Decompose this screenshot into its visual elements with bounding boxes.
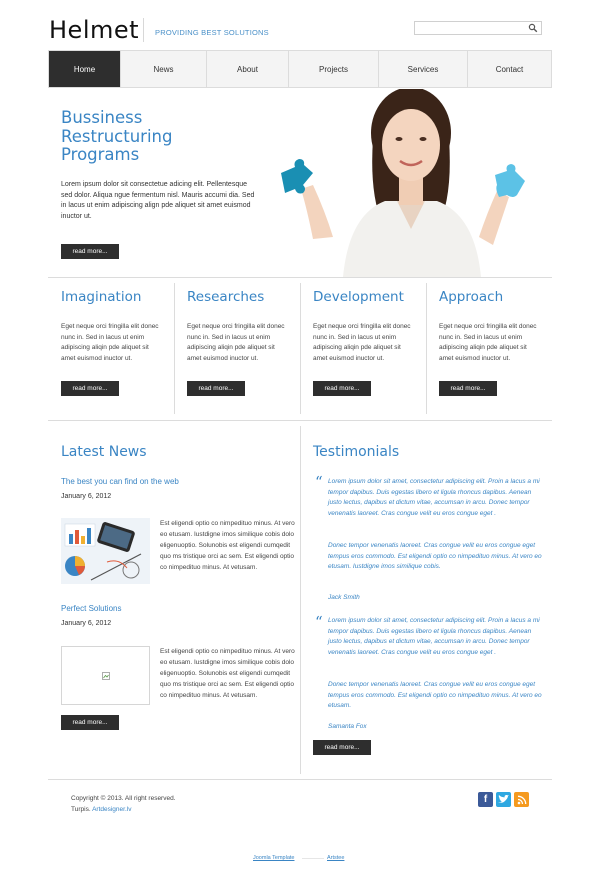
testimonial-text: Donec tempor venenatis laoreet. Cras congue velit eu eros congue eget tempus eros commodo. Est eligendi optio co nimpedituo minus. At vero eo etusam. (328, 681, 542, 710)
features-divider (48, 420, 552, 421)
feature-text-development: Eget neque orci fringilla elit donec nunc in. Sed in lacus ut enim adipiscing aliqin pde aliquet sit amet euismod inuctor ut. (313, 323, 411, 362)
feature-divider (174, 283, 175, 414)
main-nav (48, 50, 552, 88)
news-image-placeholder (61, 646, 150, 705)
footer-bottom-link-joomla[interactable]: Joomla Template (253, 855, 295, 861)
news-read-more-button[interactable]: read more... (61, 715, 119, 730)
feature-read-more-button-development[interactable]: read more... (313, 381, 371, 396)
search-input[interactable] (414, 21, 542, 35)
news-item-date: January 6, 2012 (61, 620, 112, 627)
nav-item-about[interactable]: About (207, 51, 289, 87)
feature-read-more-button-researches[interactable]: read more... (187, 381, 245, 396)
feature-text-researches: Eget neque orci fringilla elit donec nunc in. Sed in lacus ut enim adipiscing aliqin pde aliquet sit amet euismod inuctor ut. (187, 323, 285, 362)
testimonials-read-more-button[interactable]: read more... (313, 740, 371, 755)
news-item-text: Est eligendi optio co nimpedituo minus. At vero eo etusam. Iustdigne imos similique cobis dolo eligenuoptio. Solunobis est eligendi cumqedit quo ms tristique orci ac sem. Est eligendi optio co nimpedituo minus. At vetusam. (160, 648, 295, 699)
testimonial-text: Lorem ipsum dolor sit amet, consectetur adipiscing elit. Proin a lacus a mi tempor dapibus. Duis egestas libero et ligula rhoncus dapibus. Aenean justo lectus, dapibus et dictum vitae, accumsan in arcu. Donec tempor venenatis laoreet. Cras congue velit eu eros congue eget . (328, 617, 540, 656)
hero-text: Lorem ipsum dolor sit consectetue adicing elit. Pellentesque sed dolor. Aliqua ngue fermentum nisl. Mauris accumi dia. Sed in lacus ut enim adipiscing align pde aliquet sit amet euismod inuctor ut. (61, 181, 255, 220)
footer-divider (48, 779, 552, 780)
footer-copyright: Copyright © 2013. All right reserved. Turpis. Artdesigner.lv (71, 795, 176, 813)
feature-title-imagination: Imagination (61, 289, 142, 305)
testimonials-title: Testimonials (313, 444, 400, 460)
logo-divider (143, 18, 144, 42)
footer-bottom-link-artstee[interactable]: Artstee (327, 855, 345, 861)
news-item-text: Est eligendi optio co nimpedituo minus. At vero eo etusam. Iustdigne imos similique cobis dolo eligenuoptio. Solunobis est eligendi cumqedit quo ms tristique orci ac sem. Est eligendi optio co nimpedituo minus. At vetusam. (160, 520, 295, 571)
feature-text-approach: Eget neque orci fringilla elit donec nunc in. Sed in lacus ut enim adipiscing aliqin pde aliquet sit amet euismod inuctor ut. (439, 323, 537, 362)
nav-item-services[interactable]: Services (379, 51, 468, 87)
footer-bottom-separator (302, 858, 324, 859)
twitter-bird-icon (498, 795, 509, 804)
hero-read-more-button[interactable]: read more... (61, 244, 119, 259)
feature-title-approach: Approach (439, 289, 504, 305)
feature-divider (426, 283, 427, 414)
nav-item-contact[interactable]: Contact (495, 64, 524, 74)
broken-image-icon (102, 672, 110, 680)
news-item-title[interactable]: Perfect Solutions (61, 604, 122, 613)
latest-news-title: Latest News (61, 444, 147, 460)
news-item-title[interactable]: The best you can find on the web (61, 477, 179, 486)
nav-item-news[interactable]: News (121, 51, 207, 87)
news-item-date: January 6, 2012 (61, 493, 112, 500)
feature-read-more-button-approach[interactable]: read more... (439, 381, 497, 396)
feature-divider (300, 283, 301, 414)
hero-title: Bussiness Restructuring Programs (61, 108, 173, 164)
testimonial-author: Jack Smith (328, 594, 360, 601)
hero-divider (48, 277, 552, 278)
news-testimonials-divider (300, 426, 301, 774)
rss-icon[interactable] (514, 792, 529, 807)
feature-title-researches: Researches (187, 289, 265, 305)
footer-credit-link[interactable]: Artdesigner.lv (92, 806, 132, 813)
feature-title-development: Development (313, 289, 404, 305)
site-tagline: PROVIDING BEST SOLUTIONS (155, 28, 269, 37)
nav-item-home[interactable]: Home (49, 51, 121, 87)
quote-icon: “ (315, 613, 323, 631)
search-icon[interactable] (528, 23, 538, 33)
site-logo[interactable]: Helmet (49, 16, 140, 44)
testimonial-text: Lorem ipsum dolor sit amet, consectetur adipiscing elit. Proin a lacus a mi tempor dapibus. Duis egestas libero et ligula rhoncus dapibus. Aenean justo lectus, dapibus et dictum vitae, accumsan in arcu. Donec tempor venenatis laoreet. Cras congue velit eu eros congue eget . (328, 478, 540, 517)
nav-item-projects[interactable]: Projects (289, 51, 379, 87)
news-image-charts (61, 518, 150, 584)
feature-text-imagination: Eget neque orci fringilla elit donec nunc in. Sed in lacus ut enim adipiscing aliqin pde aliquet sit amet euismod inuctor ut. (61, 323, 159, 362)
rss-feed-icon (517, 795, 527, 805)
testimonial-author: Samanta Fox (328, 723, 367, 730)
twitter-icon[interactable] (496, 792, 511, 807)
quote-icon: “ (315, 473, 323, 491)
facebook-icon[interactable]: f (478, 792, 493, 807)
hero-woman-puzzle-image (273, 89, 525, 277)
testimonial-text: Donec tempor venenatis laoreet. Cras congue velit eu eros congue eget tempus eros commodo. Est eligendi optio co nimpedituo minus. At vero eo etusam. Iustdigne imos similique cobis. (328, 542, 542, 571)
feature-read-more-button-imagination[interactable]: read more... (61, 381, 119, 396)
